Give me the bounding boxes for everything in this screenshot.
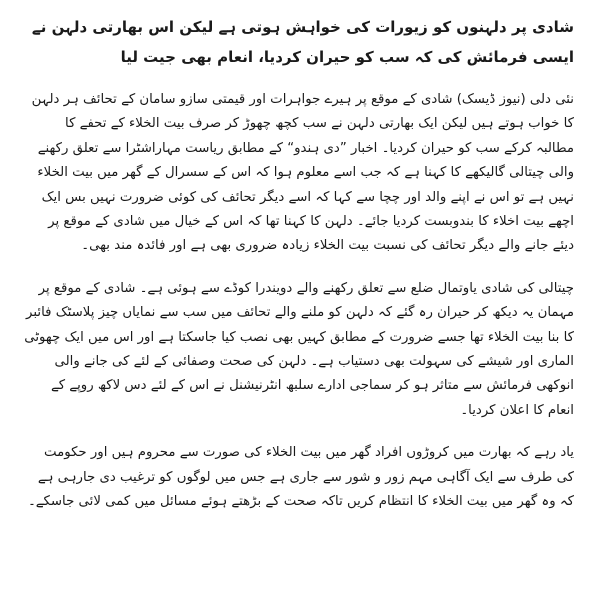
article-headline: شادی پر دلہنوں کو زیورات کی خواہش ہوتی ہے لیکن اس بھارتی دلہن نے ایسی فرمائش کی کہ سب کو حیران کردیا، انعام بھی جیت لیا xyxy=(31,18,574,66)
article-paragraph: نئی دلی (نیوز ڈیسک) شادی کے موقع پر ہیرے جواہرات اور قیمتی سازو سامان کے تحائف ہر دلہن کا خواب ہوتے ہیں لیکن ایک بھارتی دلہن نے سب کچھ چھوڑ کر صرف بیت الخلاء کے تحفے کا مطالبہ کرکے سب کو حیران کردیا۔ اخبار ”دی ہندو“ کے مطابق ریاست مہاراشٹرا سے تعلق رکھنے والی چیتالی گالیکھے کا کہنا ہے کہ جب اسے معلوم ہوا کہ اس کے سسرال کے گھر میں بیت الخلاء نہیں ہے تو اس نے اپنے والد اور چچا سے کہا کہ اسے دیگر تحائف کی کوئی ضرورت نہیں بس ایک اچھے بیت اخلاء کا بندوبست کردیا جائے۔ دلہن کا کہنا تھا کہ اس کے خیال میں شادی کے موقع پر دیئے جانے والے دیگر تحائف کی نسبت بیت الخلاء زیادہ ضروری بھی ہے اور فائدہ مند بھی۔ xyxy=(31,92,574,254)
article-paragraph: چیتالی کی شادی یاوتمال ضلع سے تعلق رکھنے والے دویندرا کوڈے سے ہوئی ہے۔ شادی کے موقع پر مہمان یہ دیکھ کر حیران رہ گئے کہ دلہن کو ملنے والے تحائف میں سب سے نمایاں چیز پلاسٹک فائبر کا بنا بیت الخلاء تھا جسے ضرورت کے مطابق کہیں بھی نصب کیا جاسکتا ہے اور اس میں ایک چھوٹی الماری اور شیشے کی سہولت بھی دستیاب ہے۔ دلہن کی صحت وصفائی کے لئے کی جانے والی انوکھی فرمائش سے متاثر ہو کر سماجی ادارے سلبھ انٹرنیشنل نے اس کے لئے دس لاکھ روپے کے انعام کا اعلان کردیا۔ xyxy=(24,280,574,418)
article-paragraph: یاد رہے کہ بھارت میں کروڑوں افراد گھر میں بیت الخلاء کی صورت سے محروم ہیں اور حکومت کی طرف سے ایک آگاہی مہم زور و شور سے جاری ہے جس میں لوگوں کو ترغیب دی جارہی ہے کہ وہ گھر میں بیت الخلاء کا انتظام کریں تاکہ صحت کے بڑھتے ہوئے مسائل میں کمی لائی جاسکے۔ xyxy=(27,445,574,510)
